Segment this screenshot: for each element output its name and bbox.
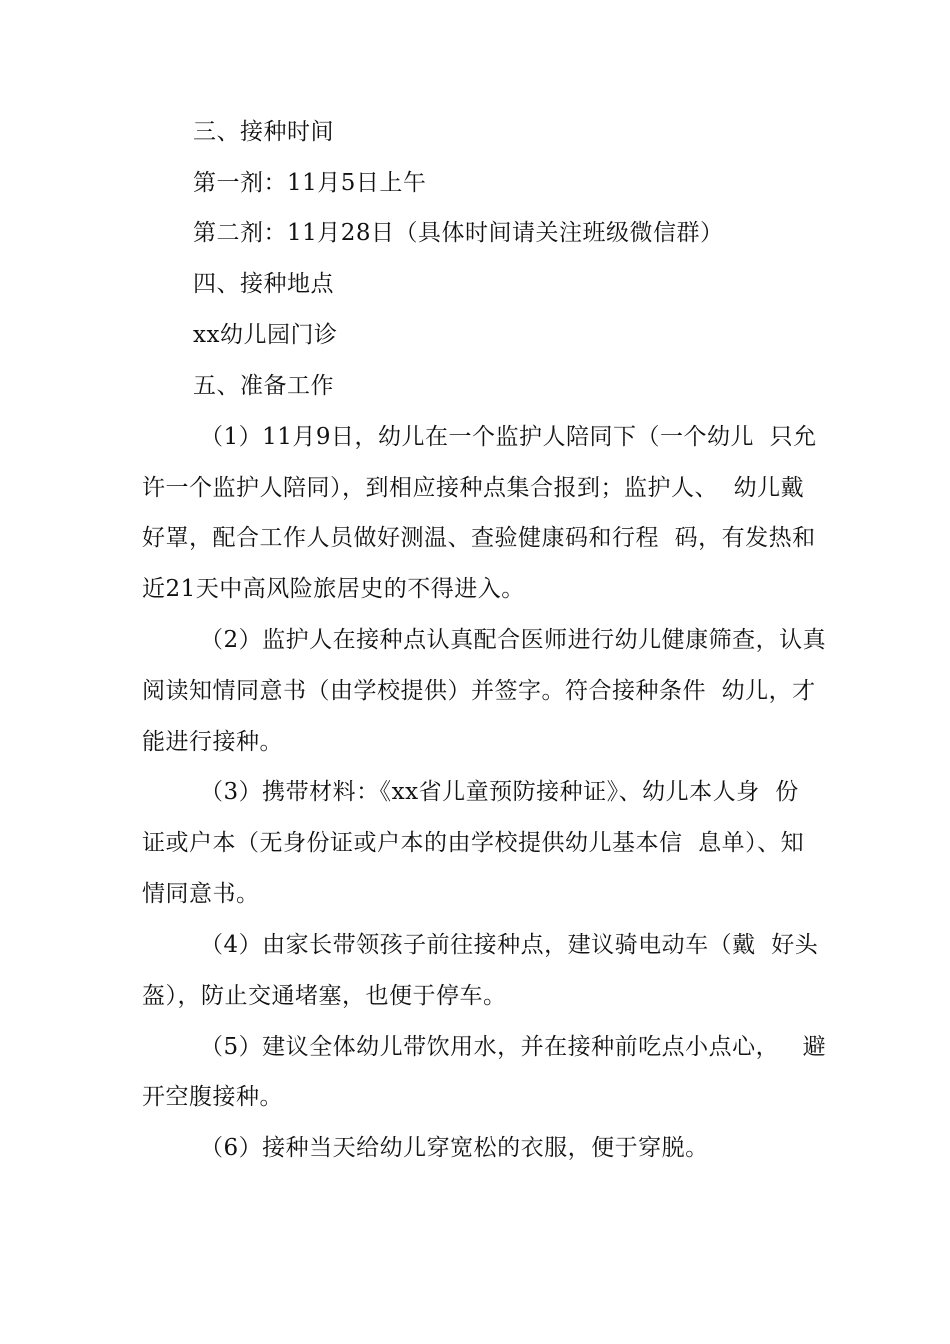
prep-item-4-line-1: （4）由家长带领孩子前往接种点，建议骑电动车（戴 好头 — [200, 932, 819, 958]
first-dose-line: 第一剂：11月5日上午 — [193, 170, 427, 196]
prep-item-5-line-1: （5）建议全体幼儿带饮用水，并在接种前吃点小点心， 避 — [200, 1034, 827, 1060]
prep-item-2-line-1: （2）监护人在接种点认真配合医师进行幼儿健康筛查，认真 — [200, 627, 827, 653]
section-heading-time: 三、接种时间 — [193, 119, 334, 145]
prep-item-3-line-1: （3）携带材料：《xx省儿童预防接种证》、幼儿本人身 份 — [200, 779, 799, 805]
prep-item-5-line-2: 开空腹接种。 — [142, 1084, 283, 1110]
prep-item-2-line-2: 阅读知情同意书（由学校提供）并签字。符合接种条件 幼儿，才 — [142, 678, 816, 704]
prep-item-1-line-2: 许一个监护人陪同），到相应接种点集合报到；监护人、 幼儿戴 — [142, 475, 805, 501]
prep-item-1-line-4: 近21天中高风险旅居史的不得进入。 — [142, 576, 525, 602]
location-line: xx幼儿园门诊 — [193, 322, 338, 348]
prep-item-2-line-3: 能进行接种。 — [142, 729, 283, 755]
prep-item-4-line-2: 盔），防止交通堵塞，也便于停车。 — [142, 983, 507, 1009]
section-heading-location: 四、接种地点 — [193, 271, 334, 297]
prep-item-3-line-2: 证或户本（无身份证或户本的由学校提供幼儿基本信 息单）、知 — [142, 830, 805, 856]
second-dose-line: 第二剂：11月28日（具体时间请关注班级微信群） — [193, 220, 724, 246]
prep-item-6-line-1: （6）接种当天给幼儿穿宽松的衣服，便于穿脱。 — [200, 1135, 709, 1161]
prep-item-1-line-3: 好罩，配合工作人员做好测温、查验健康码和行程 码，有发热和 — [142, 525, 816, 551]
prep-item-1-line-1: （1）11月9日，幼儿在一个监护人陪同下（一个幼儿 只允 — [200, 424, 817, 450]
section-heading-preparation: 五、准备工作 — [193, 373, 334, 399]
prep-item-3-line-3: 情同意书。 — [142, 881, 260, 907]
